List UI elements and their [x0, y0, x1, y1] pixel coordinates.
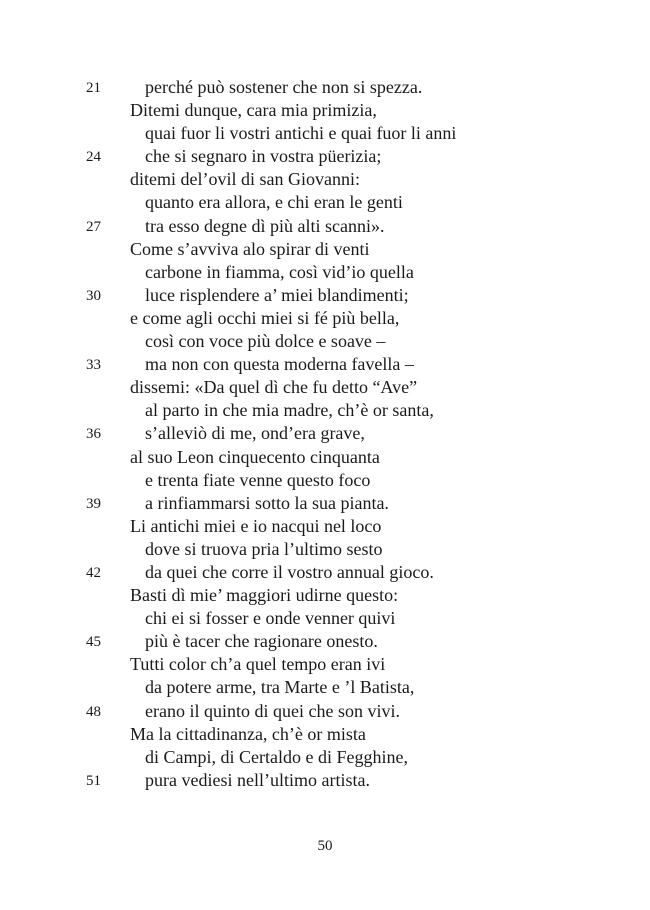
verse-text: erano il quinto di quei che son vivi.	[145, 700, 400, 721]
verse-text: al parto in che mia madre, ch’è or santa,	[145, 400, 434, 421]
line-number: 33	[86, 357, 101, 374]
line-number: 48	[86, 703, 101, 720]
verse-text: ma non con questa moderna favella –	[145, 354, 414, 375]
verse-line	[0, 399, 650, 422]
verse-text: che si segnaro in vostra püerizia;	[145, 146, 382, 167]
verse-text: da potere arme, tra Marte e ’l Batista,	[145, 677, 415, 698]
verse-line	[0, 122, 650, 145]
verse-text: Li antichi miei e io nacqui nel loco	[130, 515, 382, 536]
verse-line	[0, 630, 650, 653]
verse-line	[0, 723, 650, 746]
verse-line	[0, 676, 650, 699]
verse-line	[0, 261, 650, 284]
verse-text: di Campi, di Certaldo e di Fegghine,	[145, 746, 408, 767]
verse-line	[0, 307, 650, 330]
verse-text: e trenta fiate venne questo foco	[145, 469, 371, 490]
verse-line	[0, 700, 650, 723]
verse-line	[0, 191, 650, 214]
verse-text: ditemi del’ovil di san Giovanni:	[130, 169, 360, 190]
verse-line	[0, 238, 650, 261]
verse-text: carbone in fiamma, così vid’io quella	[145, 261, 414, 282]
line-number: 30	[86, 287, 101, 304]
verse-line	[0, 538, 650, 561]
verse-line	[0, 492, 650, 515]
verse-text: Come s’avviva alo spirar di venti	[130, 238, 370, 259]
verse-line	[0, 215, 650, 238]
verse-line	[0, 168, 650, 191]
verse-line	[0, 746, 650, 769]
line-number: 36	[86, 426, 101, 443]
line-number: 24	[86, 149, 101, 166]
verse-line	[0, 145, 650, 168]
verse-text: più è tacer che ragionare onesto.	[145, 631, 378, 652]
verse-line	[0, 76, 650, 99]
verse-text: tra esso degne dì più alti scanni».	[145, 215, 385, 236]
verse-text: dissemi: «Da quel dì che fu detto “Ave”	[130, 377, 418, 398]
verse-line	[0, 99, 650, 122]
verse-line	[0, 561, 650, 584]
verse-line	[0, 469, 650, 492]
verse-line	[0, 584, 650, 607]
line-number: 51	[86, 772, 101, 789]
verse-text: quanto era allora, e chi eran le genti	[145, 192, 403, 213]
verse-text: quai fuor li vostri antichi e quai fuor li anni	[145, 123, 457, 144]
verse-block	[0, 76, 650, 792]
verse-line	[0, 353, 650, 376]
verse-text: Basti dì mie’ maggiori udirne questo:	[130, 585, 399, 606]
page-number: 50	[317, 838, 333, 854]
verse-line	[0, 607, 650, 630]
verse-text: s’alleviò di me, ond’era grave,	[145, 423, 365, 444]
verse-text: Tutti color ch’a quel tempo eran ivi	[130, 654, 386, 675]
verse-line	[0, 446, 650, 469]
verse-line	[0, 330, 650, 353]
verse-line	[0, 422, 650, 445]
verse-line	[0, 653, 650, 676]
verse-text: al suo Leon cinquecento cinquanta	[130, 446, 380, 467]
verse-text: Ma la cittadinanza, ch’è or mista	[130, 723, 366, 744]
line-number: 42	[86, 564, 101, 581]
verse-text: e come agli occhi miei si fé più bella,	[130, 307, 400, 328]
verse-line	[0, 284, 650, 307]
verse-text: chi ei si fosser e onde venner quivi	[145, 608, 396, 629]
verse-text: così con voce più dolce e soave –	[145, 331, 386, 352]
verse-text: a rinfiammarsi sotto la sua pianta.	[145, 492, 389, 513]
verse-line	[0, 515, 650, 538]
verse-text: dove si truova pria l’ultimo sesto	[145, 538, 383, 559]
verse-text: pura vediesi nell’ultimo artista.	[145, 769, 370, 790]
line-number: 27	[86, 218, 101, 235]
line-number: 39	[86, 495, 101, 512]
verse-line	[0, 376, 650, 399]
verse-line	[0, 769, 650, 792]
line-number: 45	[86, 634, 101, 651]
verse-text: perché può sostener che non si spezza.	[145, 77, 423, 97]
verse-text: Ditemi dunque, cara mia primizia,	[130, 100, 377, 121]
line-number: 21	[86, 80, 101, 96]
verse-text: luce risplendere a’ miei blandimenti;	[145, 284, 409, 305]
verse-text: da quei che corre il vostro annual gioco.	[145, 561, 434, 582]
